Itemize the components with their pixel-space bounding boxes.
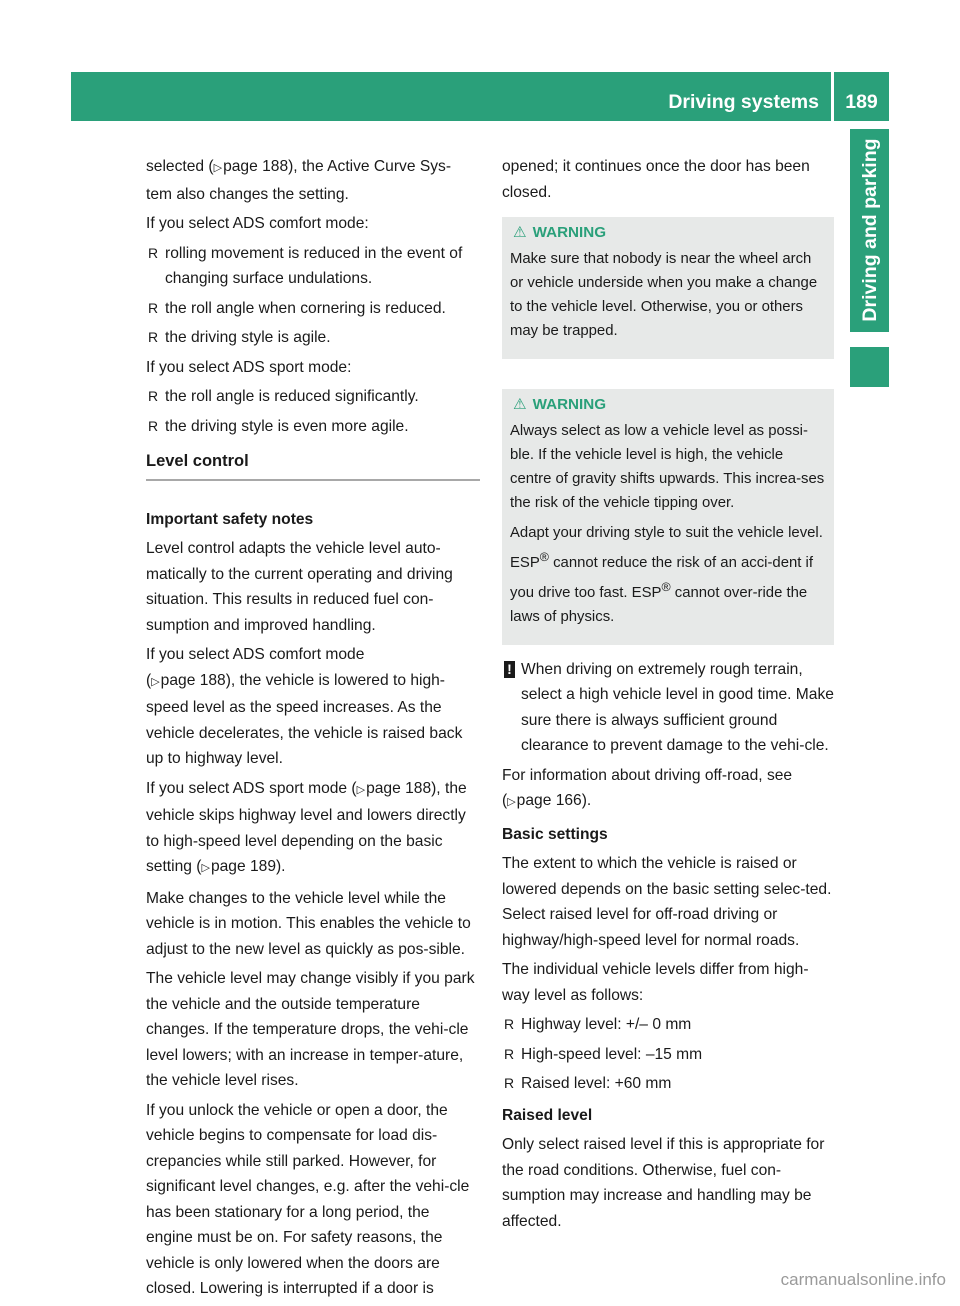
warning-heading: ⚠ WARNING [510, 393, 826, 417]
page-reference-link[interactable]: ▷ page 188), the vehicle is lowered to high-speed level as the speed increases. As the vehicle decelerates, the vehicle is raised back up to highway level. [146, 672, 462, 768]
list-item: R Raised level: +60 mm [502, 1071, 834, 1097]
right-column [502, 154, 834, 1238]
page-reference-link[interactable]: ▷ page 189). [201, 858, 285, 875]
basic-settings-heading: Basic settings [502, 825, 608, 843]
page-reference-link[interactable]: ▷ page 166). [507, 792, 591, 809]
comfort-mode-intro: If you select ADS comfort mode: [146, 215, 369, 232]
list-item: R the driving style is even more agile. [146, 414, 480, 440]
exclamation-icon: ! [504, 661, 515, 678]
paragraph: Make changes to the vehicle level while the vehicle is in motion. This enables the vehicle to adjust to the new level as quickly as pos-sible. [146, 889, 471, 958]
paragraph: If you unlock the vehicle or open a door, the vehicle begins to compensate for load dis-crepancies while still parked. However, for significant level changes, e.g. after the vehi-cle has been stationary for a long period, the engine must be on. For safety reasons, the vehicle is only lowered when the doors are closed. Lowering is interrupted if a door is [146, 1101, 470, 1297]
comfort-mode-paragraph: If you select ADS comfort mode (▷ page 188), the vehicle is lowered to high-speed level as the speed increases. As the vehicle decelerates, the vehicle is raised back up to highway level. [146, 642, 480, 772]
section-title: Driving systems [668, 91, 819, 113]
paragraph: The extent to which the vehicle is raised or lowered depends on the basic setting selec-ted. Select raised level for off-road driving or highway/high-speed level for normal roads. [502, 855, 832, 949]
chapter-marker [850, 347, 889, 387]
warning-heading: ⚠ WARNING [510, 221, 826, 245]
warning-box [502, 389, 834, 645]
level-control-heading: Level control [146, 449, 480, 481]
page-number: 189 [845, 91, 878, 113]
watermark: carmanualsonline.info [780, 1270, 946, 1289]
sport-mode-intro: If you select ADS sport mode: [146, 358, 352, 376]
page-reference-link[interactable]: ▷ page 188), the Active Curve Sys- [214, 158, 451, 175]
left-column [146, 154, 480, 1306]
list-item: R Highway level: +/– 0 mm [502, 1012, 834, 1038]
warning-text: Always select as low a vehicle level as possi-ble. If the vehicle level is high, the vehicle centre of gravity shifts upwards. This increa-ses the risk of the vehicle tipping over. [510, 423, 825, 511]
list-item: R rolling movement is reduced in the event of changing surface undulations. [146, 241, 480, 292]
paragraph: The individual vehicle levels differ from high-way level as follows: [502, 961, 809, 1004]
chapter-tab [850, 129, 889, 332]
warning-triangle-icon: ⚠ [513, 396, 527, 413]
list-item: R High-speed level: –15 mm [502, 1042, 834, 1068]
paragraph: Only select raised level if this is appropriate for the road conditions. Otherwise, fuel con-sumption may increase and handling may be affected. [502, 1136, 825, 1230]
page-header [71, 72, 889, 121]
level-control-paragraph: Level control adapts the vehicle level auto-matically to the current operating and driving situation. This results in reduced fuel con-sumption and improved handling. [146, 540, 453, 634]
offroad-paragraph: For information about driving off-road, see (▷ page 166). [502, 763, 834, 816]
intro-paragraph: selected (▷ page 188), the Active Curve Sys- tem also changes the setting. [146, 154, 480, 207]
warning-text: Adapt your driving style to suit the vehicle level. ESP® cannot reduce the risk of an acci-dent if you drive too fast. ESP® cannot over-ride the laws of physics. [510, 525, 823, 625]
list-item: R the driving style is agile. [146, 325, 480, 351]
chapter-tab-label: Driving and parking [858, 138, 881, 322]
warning-text: Make sure that nobody is near the wheel arch or vehicle underside when you make a change to the vehicle level. Otherwise, you or others may be trapped. [510, 251, 818, 339]
continuation-paragraph: opened; it continues once the door has been closed. [502, 158, 810, 201]
notice-item: ! When driving on extremely rough terrain, select a high vehicle level in good time. Make sure there is always sufficient ground clearance to prevent damage to the vehi-cle. [502, 657, 834, 759]
page-reference-link[interactable]: ▷ page 188), [357, 780, 441, 797]
warning-box [502, 217, 834, 359]
list-item: R the roll angle when cornering is reduced. [146, 296, 480, 322]
sport-mode-paragraph: If you select ADS sport mode (▷ page 188), the vehicle skips highway level and lowers directly to high-speed level depending on the basic setting (▷ page 189). [146, 776, 480, 882]
warning-triangle-icon: ⚠ [513, 224, 527, 241]
safety-notes-heading: Important safety notes [146, 510, 314, 528]
raised-level-heading: Raised level [502, 1106, 593, 1124]
paragraph: The vehicle level may change visibly if you park the vehicle and the outside temperature changes. If the temperature drops, the vehi-cle level lowers; with an increase in temper-ature, the vehicle level rises. [146, 970, 475, 1089]
list-item: R the roll angle is reduced significantly. [146, 384, 480, 410]
